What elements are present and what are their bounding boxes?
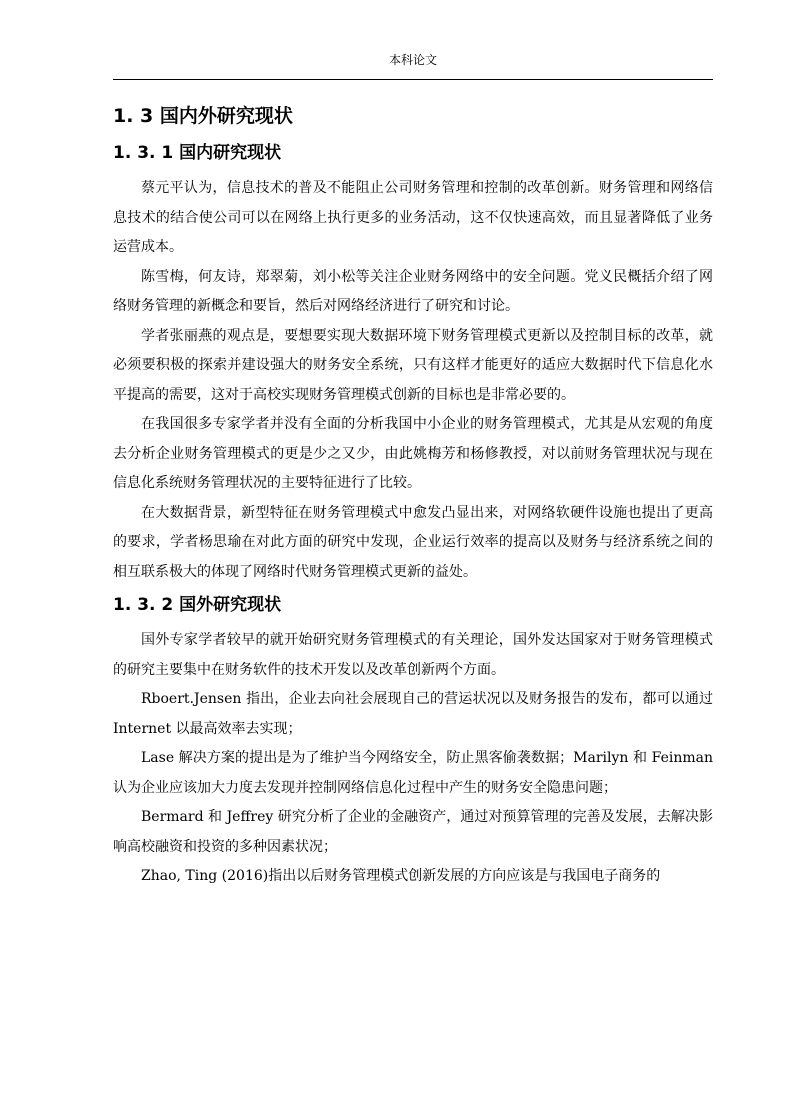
paragraph: 学者张丽燕的观点是，要想要实现大数据环境下财务管理模式更新以及控制目标的改革，就必须要积极的探索并建设强大的财务安全系统，只有这样才能更好的适应大数据时代下信息化水平提高的需要，这对于高校实现财务管理模式创新的目标也是非常必要的。: [113, 327, 713, 403]
running-header: 本科论文: [388, 53, 437, 67]
paragraph: Bermard 和 Jeffrey 研究分析了企业的金融资产，通过对预算管理的完善及发展，去解决影响高校融资和投资的多种因素状况；: [113, 809, 713, 855]
paragraph: 在我国很多专家学者并没有全面的分析我国中小企业的财务管理模式，尤其是从宏观的角度去分析企业财务管理模式的更是少之又少，由此姚梅芳和杨修教授，对以前财务管理状况与现在信息化系统财务管理状况的主要特征进行了比较。: [113, 416, 713, 491]
paragraph: 陈雪梅，何友诗，郑翠菊，刘小松等关注企业财务网络中的安全问题。党义民概括介绍了网络财务管理的新概念和要旨，然后对网络经济进行了研究和讨论。: [113, 268, 713, 314]
paragraph: Zhao, Ting (2016)指出以后财务管理模式创新发展的方向应该是与我国电子商务的: [141, 868, 661, 884]
subsection-heading-foreign: 1. 3. 2 国外研究现状: [113, 595, 282, 615]
paragraph: 在大数据背景，新型特征在财务管理模式中愈发凸显出来，对网络软硬件设施也提出了更高的要求，学者杨思瑜在对此方面的研究中发现，企业运行效率的提高以及财务与经济系统之间的相互联系极大的体现了网络时代财务管理模式更新的益处。: [113, 504, 713, 580]
paragraph: Rboert.Jensen 指出，企业去向社会展现自己的营运状况以及财务报告的发布，都可以通过 Internet 以最高效率去实现；: [113, 691, 713, 737]
document-body: [113, 101, 713, 892]
section-heading: 1. 3 国内外研究现状: [113, 105, 293, 127]
paragraph: 蔡元平认为，信息技术的普及不能阻止公司财务管理和控制的改革创新。财务管理和网络信息技术的结合使公司可以在网络上执行更多的业务活动，这不仅快速高效，而且显著降低了业务运营成本。: [113, 180, 713, 255]
subsection-heading-domestic: 1. 3. 1 国内研究现状: [113, 143, 282, 163]
header-rule: [113, 79, 713, 80]
paragraph: 国外专家学者较早的就开始研究财务管理模式的有关理论，国外发达国家对于财务管理模式的研究主要集中在财务软件的技术开发以及改革创新两个方面。: [113, 632, 713, 678]
paragraph: Lase 解决方案的提出是为了维护当今网络安全，防止黑客偷袭数据；Marilyn 和 Feinman 认为企业应该加大力度去发现并控制网络信息化过程中产生的财务安全隐患问题；: [113, 750, 713, 796]
